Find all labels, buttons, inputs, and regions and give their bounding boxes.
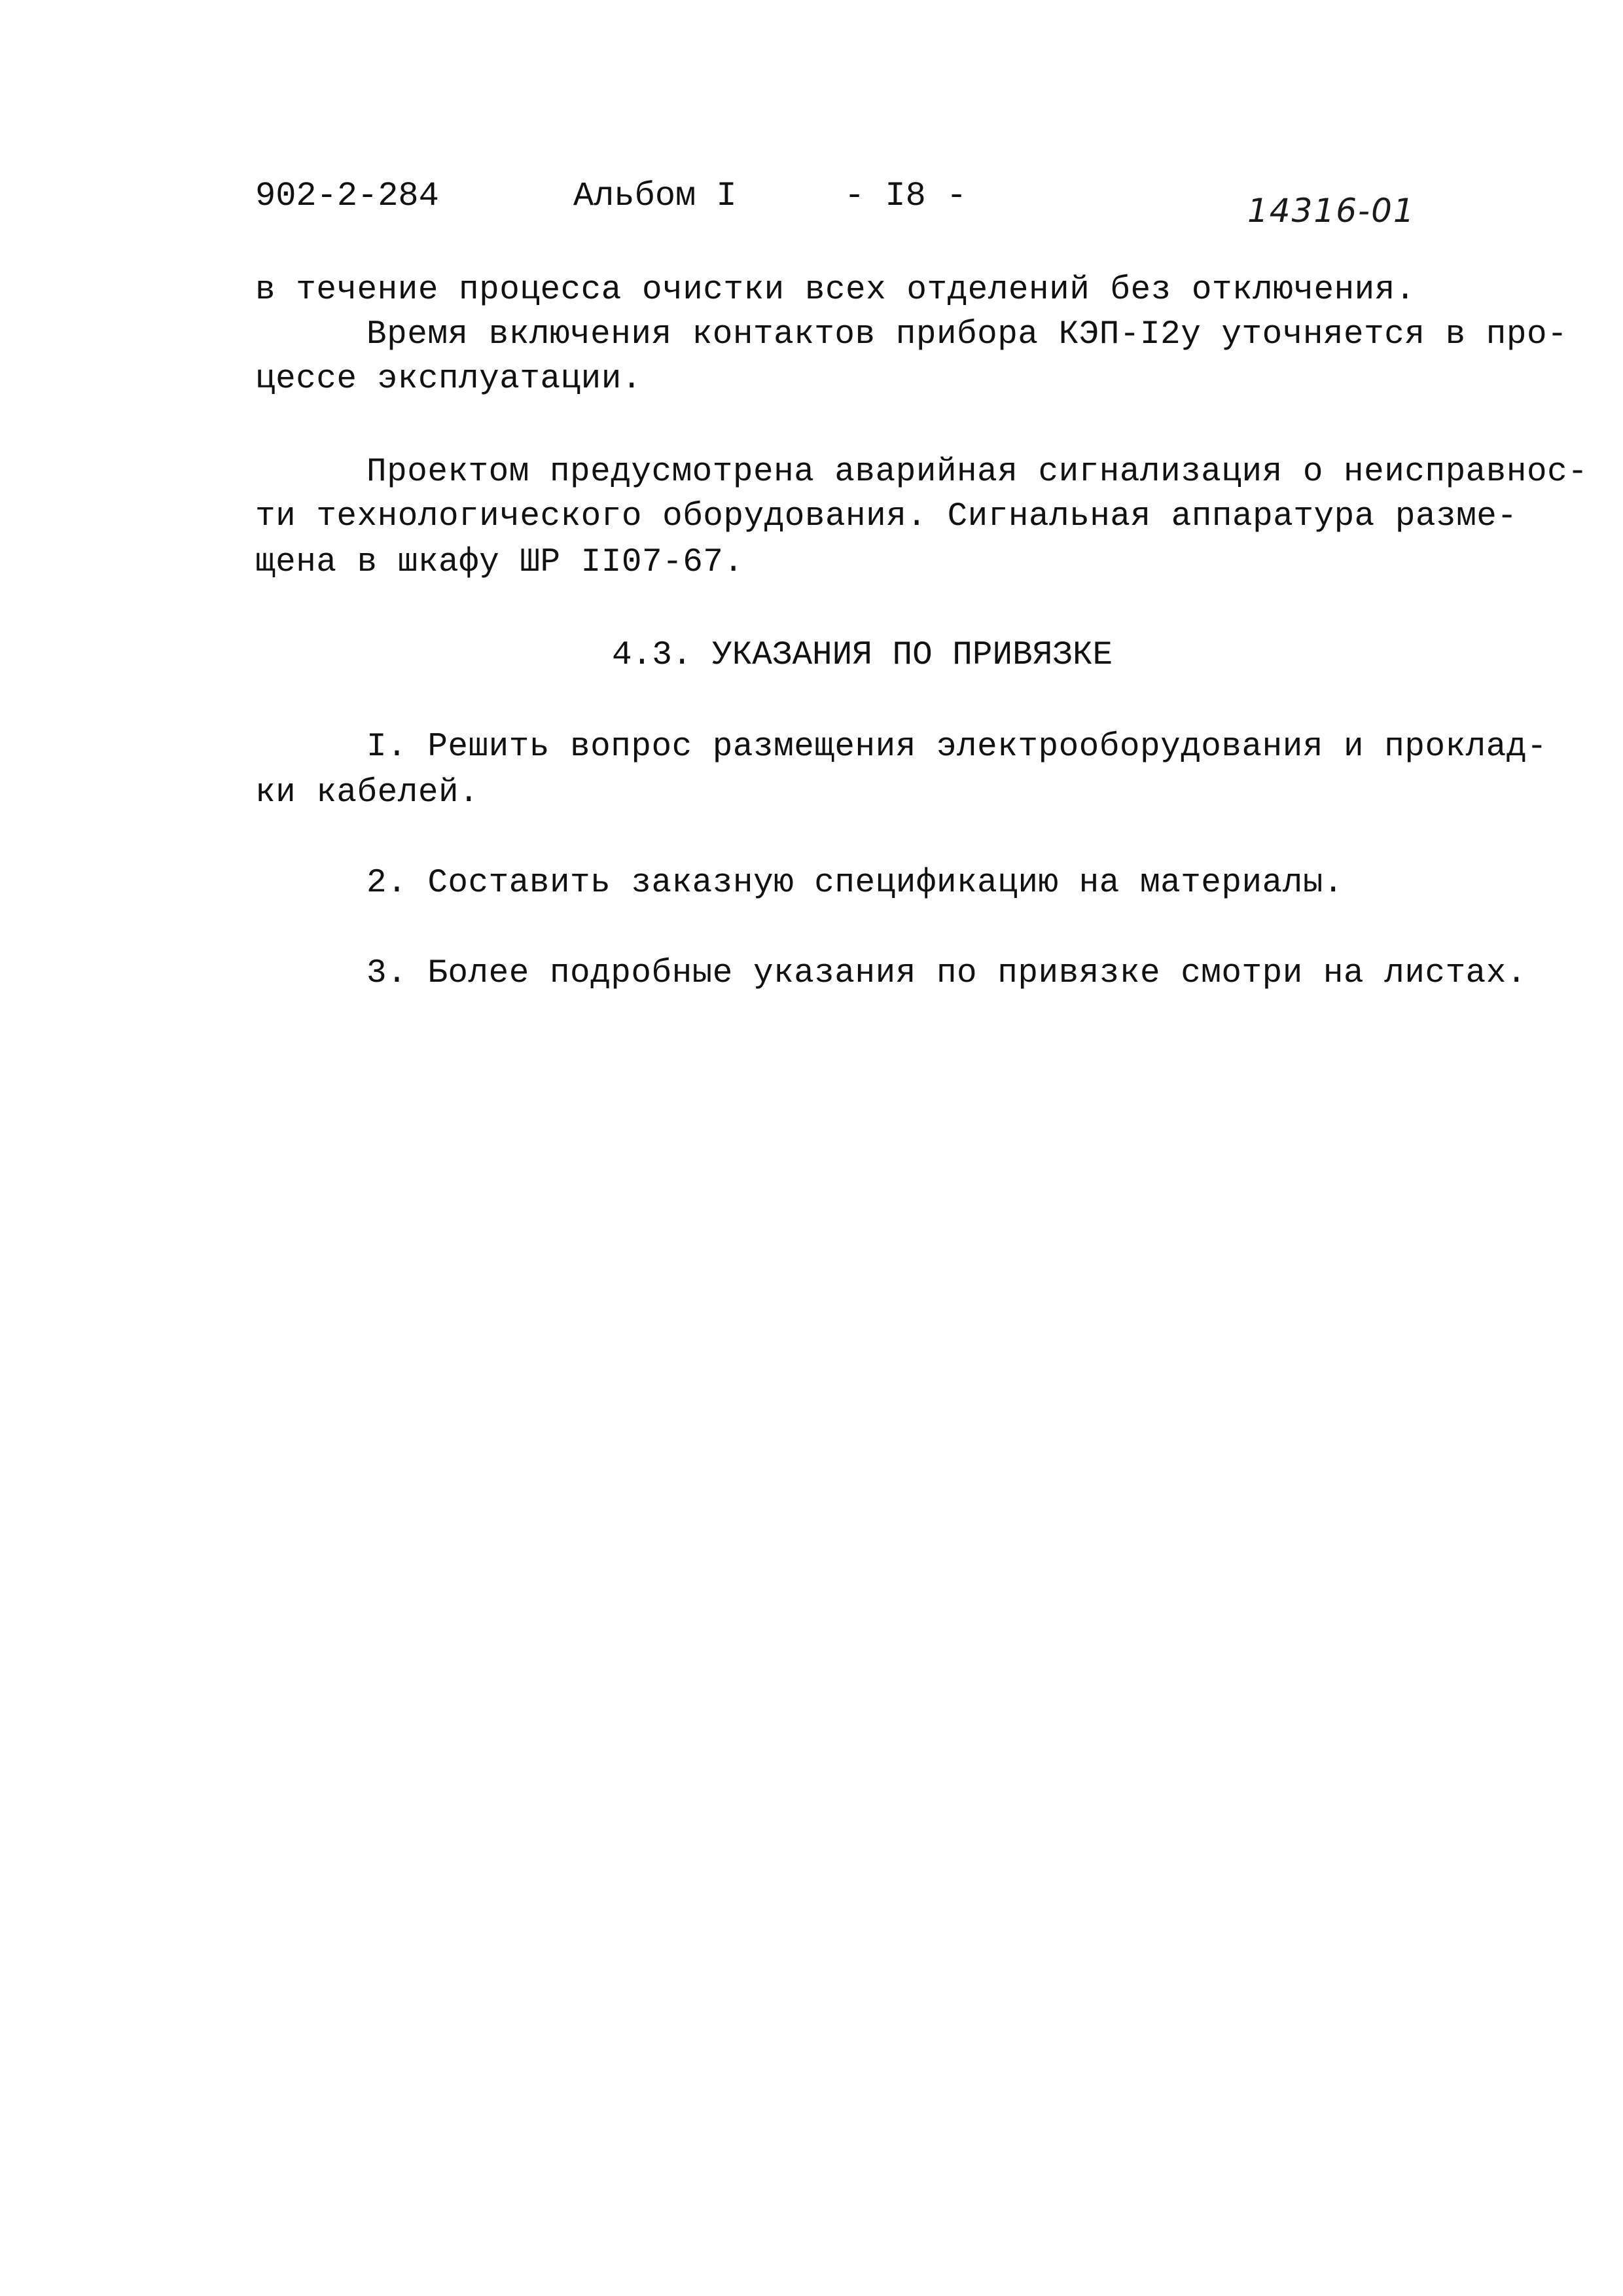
paragraph-line: цессе эксплуатации. (255, 361, 642, 398)
list-item: I. Решить вопрос размещения электрооборудования и проклад- (366, 728, 1548, 766)
inventory-number-handwritten: 14316-01 (1247, 192, 1416, 230)
list-item: 3. Более подробные указания по привязке смотри на листах. (366, 955, 1527, 992)
section-heading: 4.3. УКАЗАНИЯ ПО ПРИВЯЗКЕ (612, 637, 1113, 674)
album-label: Альбом I (573, 177, 737, 215)
paragraph-line: ти технологического оборудования. Сигнальная аппаратура разме- (255, 498, 1518, 535)
project-code: 902-2-284 (255, 177, 439, 215)
list-item-continuation: ки кабелей. (255, 774, 480, 812)
page-number: - I8 - (844, 177, 967, 215)
list-item: 2. Составить заказную спецификацию на материалы. (366, 865, 1344, 902)
paragraph-line: щена в шкафу ШР II07-67. (255, 544, 744, 581)
paragraph-line: Проектом предусмотрена аварийная сигнализация о неисправнос- (366, 454, 1588, 491)
paragraph-line: Время включения контактов прибора КЭП-I2у уточняется в про- (366, 316, 1568, 353)
paragraph-line: в течение процесса очистки всех отделений без отключения. (255, 272, 1416, 309)
